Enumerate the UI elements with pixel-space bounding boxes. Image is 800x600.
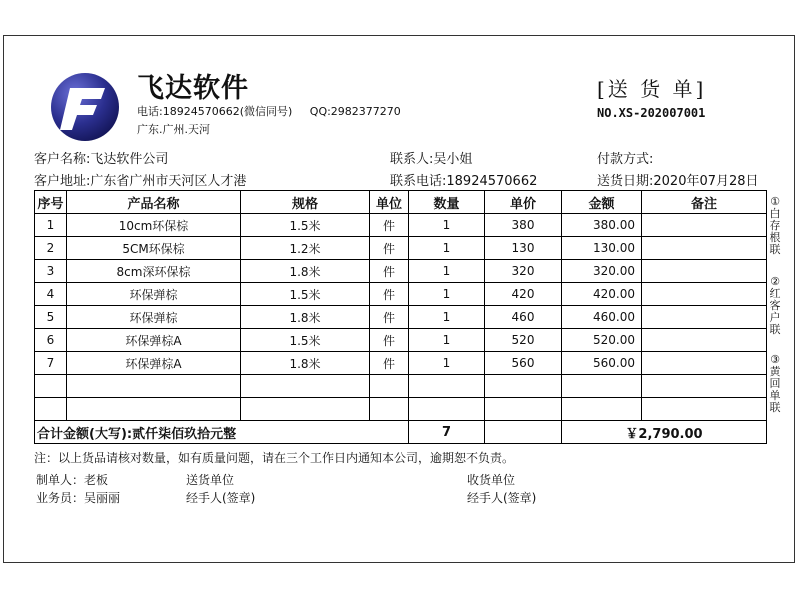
- disclaimer-note: 注：以上货品请核对数量，如有质量问题，请在三个工作日内通知本公司，逾期恕不负责。: [34, 451, 515, 465]
- customer-name-label: 客户名称:: [34, 152, 91, 167]
- delivery-date-field: [597, 170, 759, 189]
- table-cell: [35, 398, 67, 421]
- table-cell: 460: [485, 306, 562, 329]
- column-header: 序号: [35, 191, 67, 214]
- table-header-row: [35, 191, 767, 214]
- maker-field: [36, 471, 108, 488]
- table-cell: [409, 398, 485, 421]
- customer-address-value: 广东省广州市天河区人才港: [90, 174, 247, 189]
- table-cell: [241, 375, 370, 398]
- contact-value: 吴小姐: [433, 152, 473, 167]
- contact-field: [390, 148, 472, 167]
- contact-phone-field: [390, 170, 537, 189]
- table-cell: 环保弹棕: [67, 306, 241, 329]
- document-number: NO.XS-202007001: [597, 106, 706, 120]
- column-header: 数量: [409, 191, 485, 214]
- total-amount-words: 合计金额(大写):贰仟柒佰玖拾元整: [35, 421, 409, 444]
- table-cell: 3: [35, 260, 67, 283]
- total-row: [35, 421, 767, 444]
- sender-unit: 送货单位: [186, 473, 235, 487]
- customer-address-field: [34, 170, 246, 189]
- table-cell: 1: [409, 237, 485, 260]
- table-row: [35, 375, 767, 398]
- customer-name-field: [34, 148, 168, 167]
- table-row: [35, 398, 767, 421]
- column-header: 单价: [485, 191, 562, 214]
- copy-label-yellow: ③黄回单联: [769, 353, 781, 414]
- table-cell: 件: [370, 214, 409, 237]
- table-cell: [67, 398, 241, 421]
- table-cell: [642, 329, 767, 352]
- table-cell: 件: [370, 283, 409, 306]
- table-cell: 2: [35, 237, 67, 260]
- table-cell: 5: [35, 306, 67, 329]
- table-cell: [562, 398, 642, 421]
- table-row: [35, 260, 767, 283]
- table-cell: 460.00: [562, 306, 642, 329]
- copy-label-white: ①白存根联: [769, 195, 781, 256]
- table-cell: 520: [485, 329, 562, 352]
- table-cell: 560.00: [562, 352, 642, 375]
- table-cell: [642, 260, 767, 283]
- maker-label: 制单人：: [36, 473, 85, 487]
- table-cell: [642, 352, 767, 375]
- table-cell: 1: [35, 214, 67, 237]
- customer-address-label: 客户地址:: [34, 174, 91, 189]
- customer-name-value: 飞达软件公司: [90, 152, 169, 167]
- company-phone: 电话:18924570662(微信同号): [137, 105, 293, 118]
- table-cell: 1: [409, 306, 485, 329]
- table-cell: 1.2米: [241, 237, 370, 260]
- table-cell: 件: [370, 260, 409, 283]
- table-cell: 1: [409, 283, 485, 306]
- table-cell: 130: [485, 237, 562, 260]
- company-logo: [50, 72, 120, 142]
- table-row: [35, 283, 767, 306]
- table-cell: [241, 398, 370, 421]
- table-cell: [485, 398, 562, 421]
- table-cell: [642, 237, 767, 260]
- table-cell: 环保弹棕: [67, 283, 241, 306]
- table-cell: 件: [370, 329, 409, 352]
- table-cell: 520.00: [562, 329, 642, 352]
- table-cell: [642, 306, 767, 329]
- contact-label: 联系人:: [390, 152, 434, 167]
- table-cell: 件: [370, 237, 409, 260]
- contact-phone-label: 联系电话:: [390, 174, 447, 189]
- payment-label: 付款方式:: [597, 152, 654, 167]
- table-cell: [562, 375, 642, 398]
- table-cell: 420: [485, 283, 562, 306]
- table-row: [35, 329, 767, 352]
- table-cell: 8cm深环保棕: [67, 260, 241, 283]
- maker-value: 老板: [84, 473, 109, 487]
- column-header: 备注: [642, 191, 767, 214]
- column-header: 金额: [562, 191, 642, 214]
- table-cell: 320.00: [562, 260, 642, 283]
- table-row: [35, 352, 767, 375]
- company-address: 广东.广州.天河: [137, 123, 210, 136]
- total-amount: ￥2,790.00: [562, 421, 767, 444]
- salesman-label: 业务员：: [36, 491, 85, 505]
- table-cell: [642, 283, 767, 306]
- table-row: [35, 237, 767, 260]
- total-empty-cell: [485, 421, 562, 444]
- table-cell: [485, 375, 562, 398]
- table-cell: 1.5米: [241, 329, 370, 352]
- table-cell: 6: [35, 329, 67, 352]
- table-cell: 环保弹棕A: [67, 329, 241, 352]
- receiver-unit: 收货单位: [467, 473, 516, 487]
- column-header: 产品名称: [67, 191, 241, 214]
- table-cell: [67, 375, 241, 398]
- table-cell: 420.00: [562, 283, 642, 306]
- table-cell: 1.8米: [241, 306, 370, 329]
- table-cell: 560: [485, 352, 562, 375]
- table-cell: 320: [485, 260, 562, 283]
- salesman-field: [36, 489, 120, 506]
- delivery-date-value: 2020年07月28日: [653, 174, 759, 189]
- table-cell: 环保弹棕A: [67, 352, 241, 375]
- table-cell: [642, 398, 767, 421]
- table-cell: [642, 375, 767, 398]
- copy-label-red: ②红客户联: [769, 275, 781, 336]
- table-cell: 1: [409, 214, 485, 237]
- table-cell: 7: [35, 352, 67, 375]
- table-cell: 10cm环保棕: [67, 214, 241, 237]
- document-title: [送 货 单]: [597, 77, 707, 101]
- table-cell: 1: [409, 260, 485, 283]
- table-cell: [35, 375, 67, 398]
- items-table: [34, 190, 767, 444]
- table-cell: [370, 398, 409, 421]
- payment-field: [597, 148, 653, 167]
- total-quantity: 7: [409, 421, 485, 444]
- table-cell: 1.8米: [241, 352, 370, 375]
- table-cell: [642, 214, 767, 237]
- company-name: 飞达软件: [137, 73, 249, 104]
- table-cell: 5CM环保棕: [67, 237, 241, 260]
- sender-signature: 经手人(签章): [186, 491, 256, 505]
- table-cell: 380: [485, 214, 562, 237]
- table-cell: [370, 375, 409, 398]
- company-contact-line: [137, 103, 401, 119]
- table-row: [35, 214, 767, 237]
- contact-phone-value: 18924570662: [446, 174, 538, 189]
- table-cell: 1.8米: [241, 260, 370, 283]
- table-cell: [409, 375, 485, 398]
- salesman-value: 吴丽丽: [84, 491, 121, 505]
- table-cell: 4: [35, 283, 67, 306]
- company-qq: QQ:2982377270: [309, 105, 401, 118]
- table-cell: 1: [409, 329, 485, 352]
- table-cell: 130.00: [562, 237, 642, 260]
- column-header: 单位: [370, 191, 409, 214]
- receiver-signature: 经手人(签章): [467, 491, 537, 505]
- table-cell: 1: [409, 352, 485, 375]
- table-cell: 380.00: [562, 214, 642, 237]
- table-cell: 1.5米: [241, 283, 370, 306]
- table-cell: 件: [370, 306, 409, 329]
- table-cell: 件: [370, 352, 409, 375]
- table-cell: 1.5米: [241, 214, 370, 237]
- delivery-date-label: 送货日期:: [597, 174, 654, 189]
- table-row: [35, 306, 767, 329]
- column-header: 规格: [241, 191, 370, 214]
